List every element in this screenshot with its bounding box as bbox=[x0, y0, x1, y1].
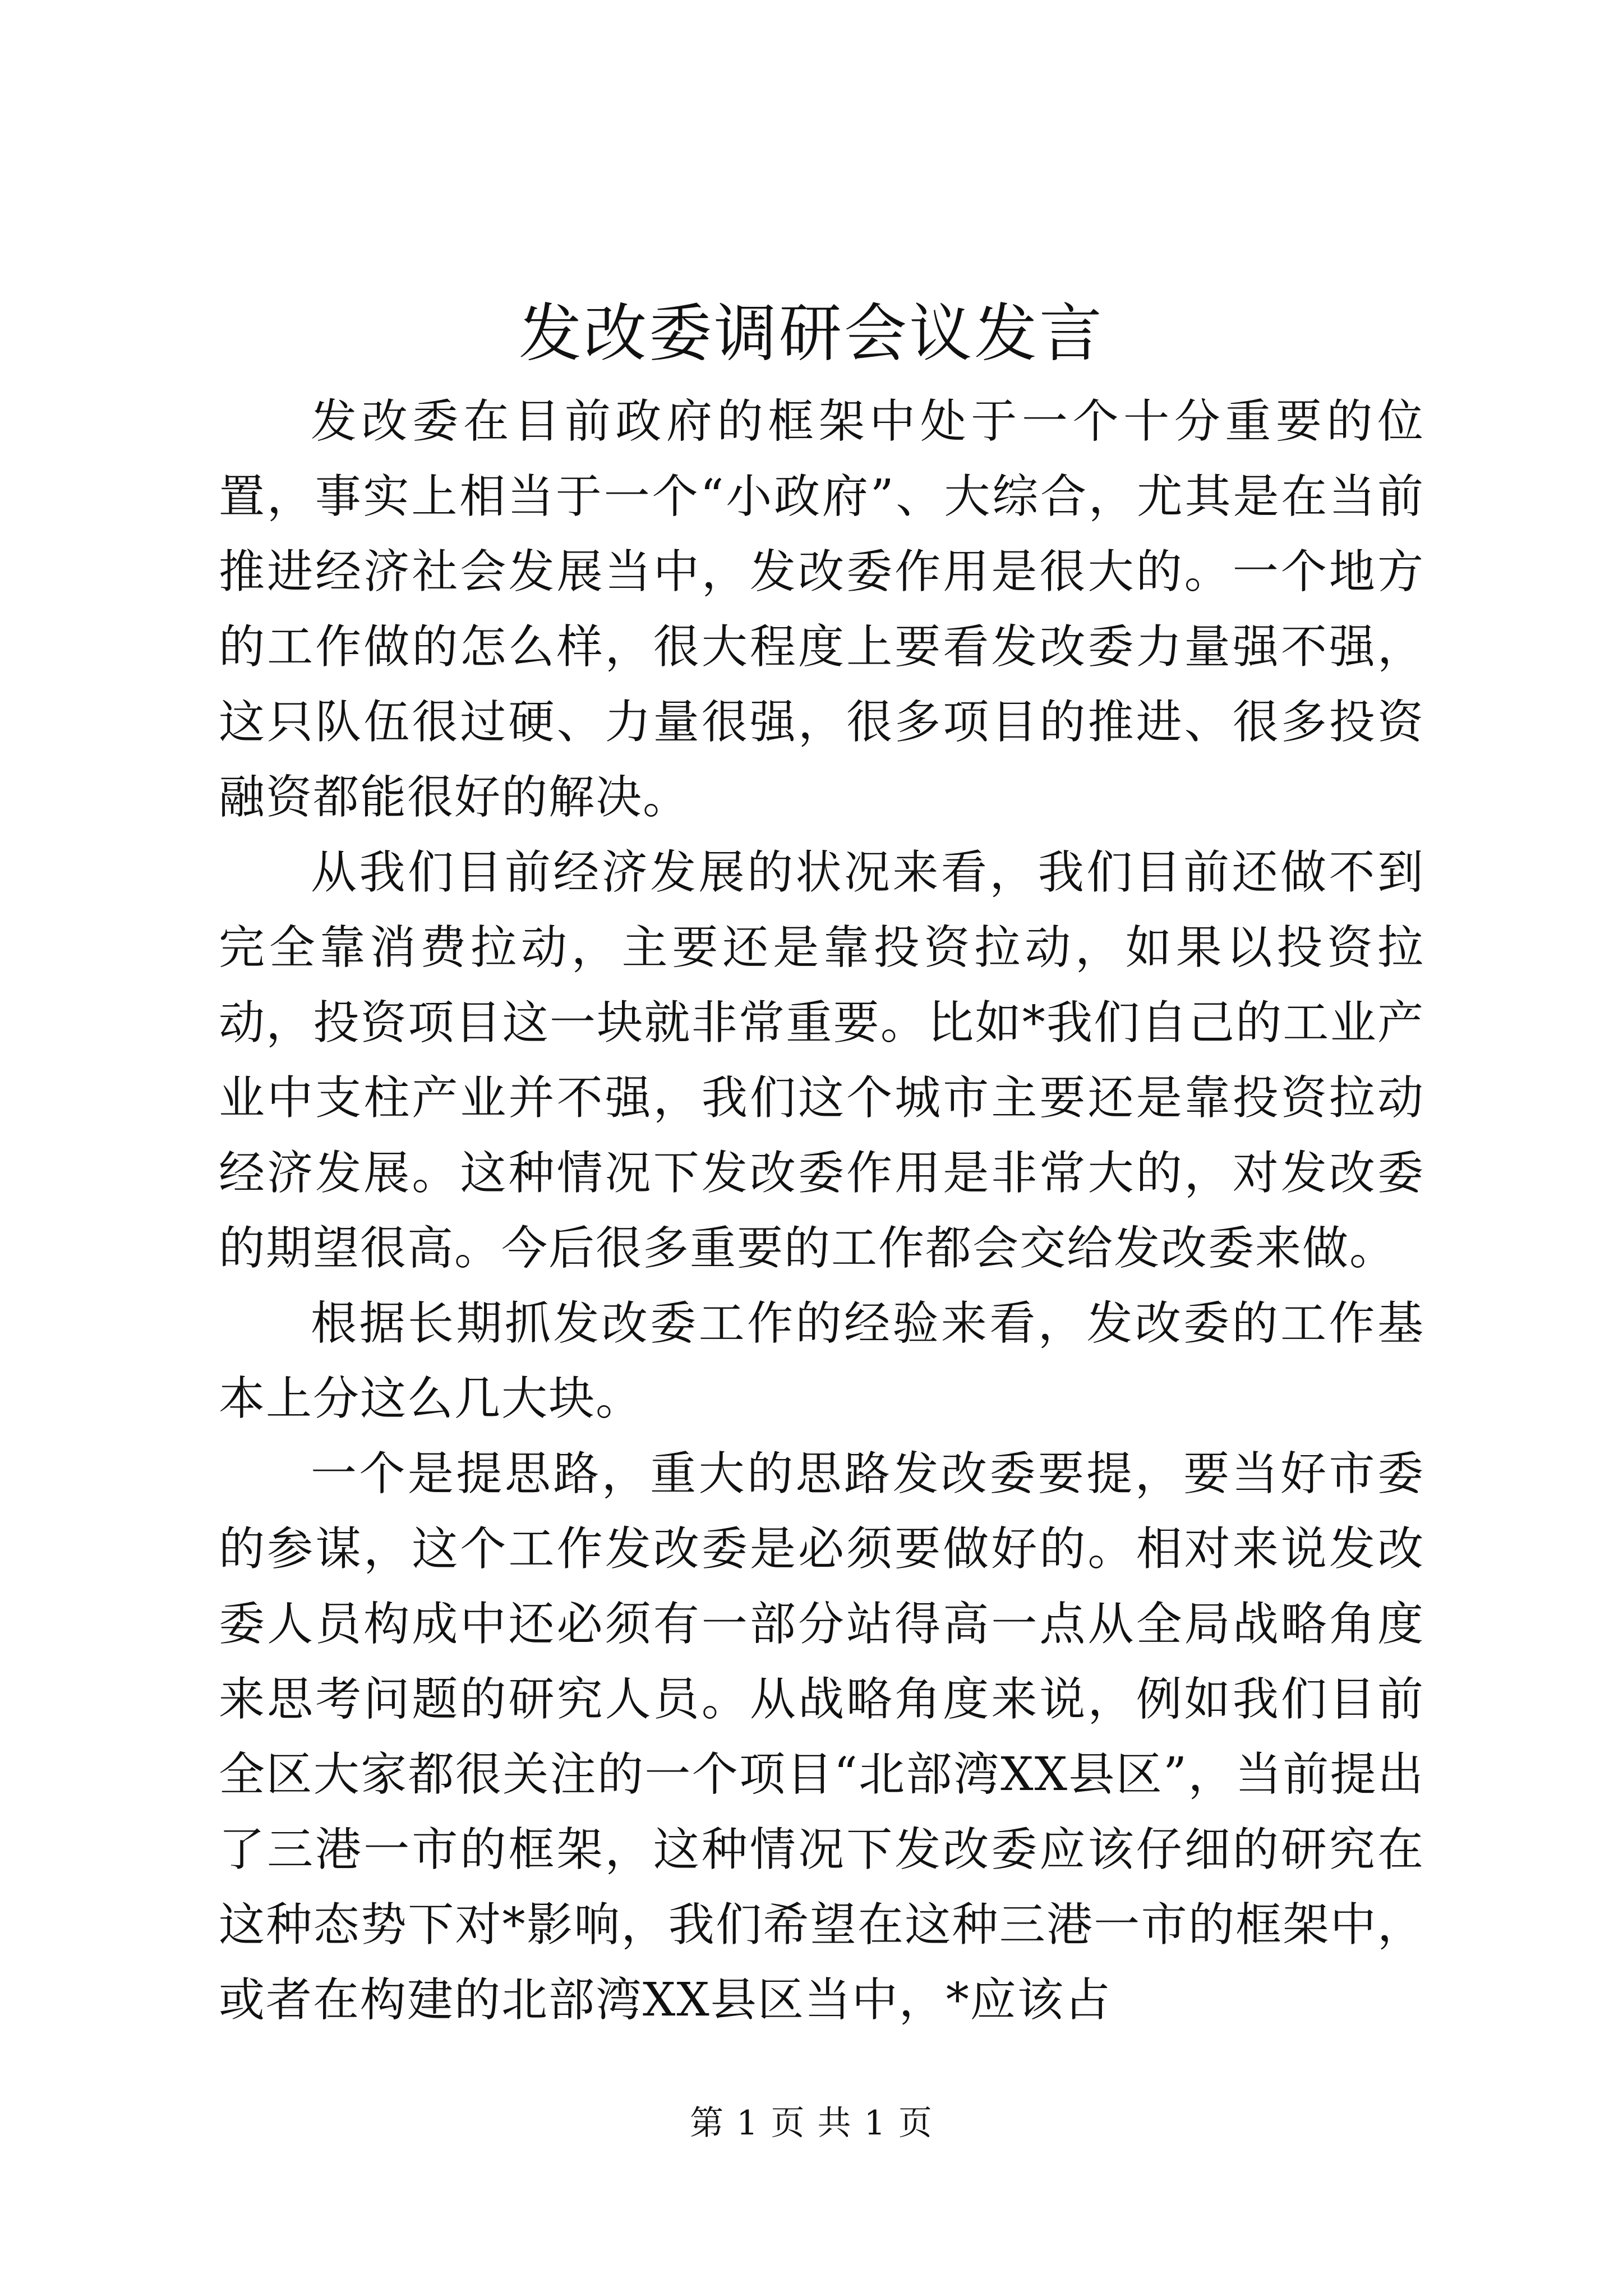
paragraph: 发改委在目前政府的框架中处于一个十分重要的位置，事实上相当于一个“小政府”、大综合，尤其是在当前推进经济社会发展当中，发改委作用是很大的。一个地方的工作做的怎么样，很大程度上要看发改委力量强不强，这只队伍很过硬、力量很强，很多项目的推进、很多投资融资都能很好的解决。 bbox=[219, 395, 1424, 824]
paragraph: 一个是提思路，重大的思路发改委要提，要当好市委的参谋，这个工作发改委是必须要做好的。相对来说发改委人员构成中还必须有一部分站得高一点从全局战略角度来思考问题的研究人员。从战略角度来说，例如我们目前全区大家都很关注的一个项目“北部湾XX县区”，当前提出了三港一市的框架，这种情况下发改委应该仔细的研究在这种态势下对*影响，我们希望在这种三港一市的框架中，或者在构建的北部湾XX县区当中，*应该占 bbox=[219, 1447, 1424, 2027]
page-number-footer: 第 1 页 共 1 页 bbox=[690, 2104, 933, 2143]
document-title: 发改委调研会议发言 bbox=[519, 297, 1104, 370]
document-body bbox=[219, 384, 1424, 2038]
paragraph: 根据长期抓发改委工作的经验来看，发改委的工作基本上分这么几大块。 bbox=[219, 1297, 1424, 1425]
paragraph: 从我们目前经济发展的状况来看，我们目前还做不到完全靠消费拉动，主要还是靠投资拉动，如果以投资拉动，投资项目这一块就非常重要。比如*我们自己的工业产业中支柱产业并不强，我们这个城市主要还是靠投资拉动经济发展。这种情况下发改委作用是非常大的，对发改委的期望很高。今后很多重要的工作都会交给发改委来做。 bbox=[219, 846, 1424, 1275]
